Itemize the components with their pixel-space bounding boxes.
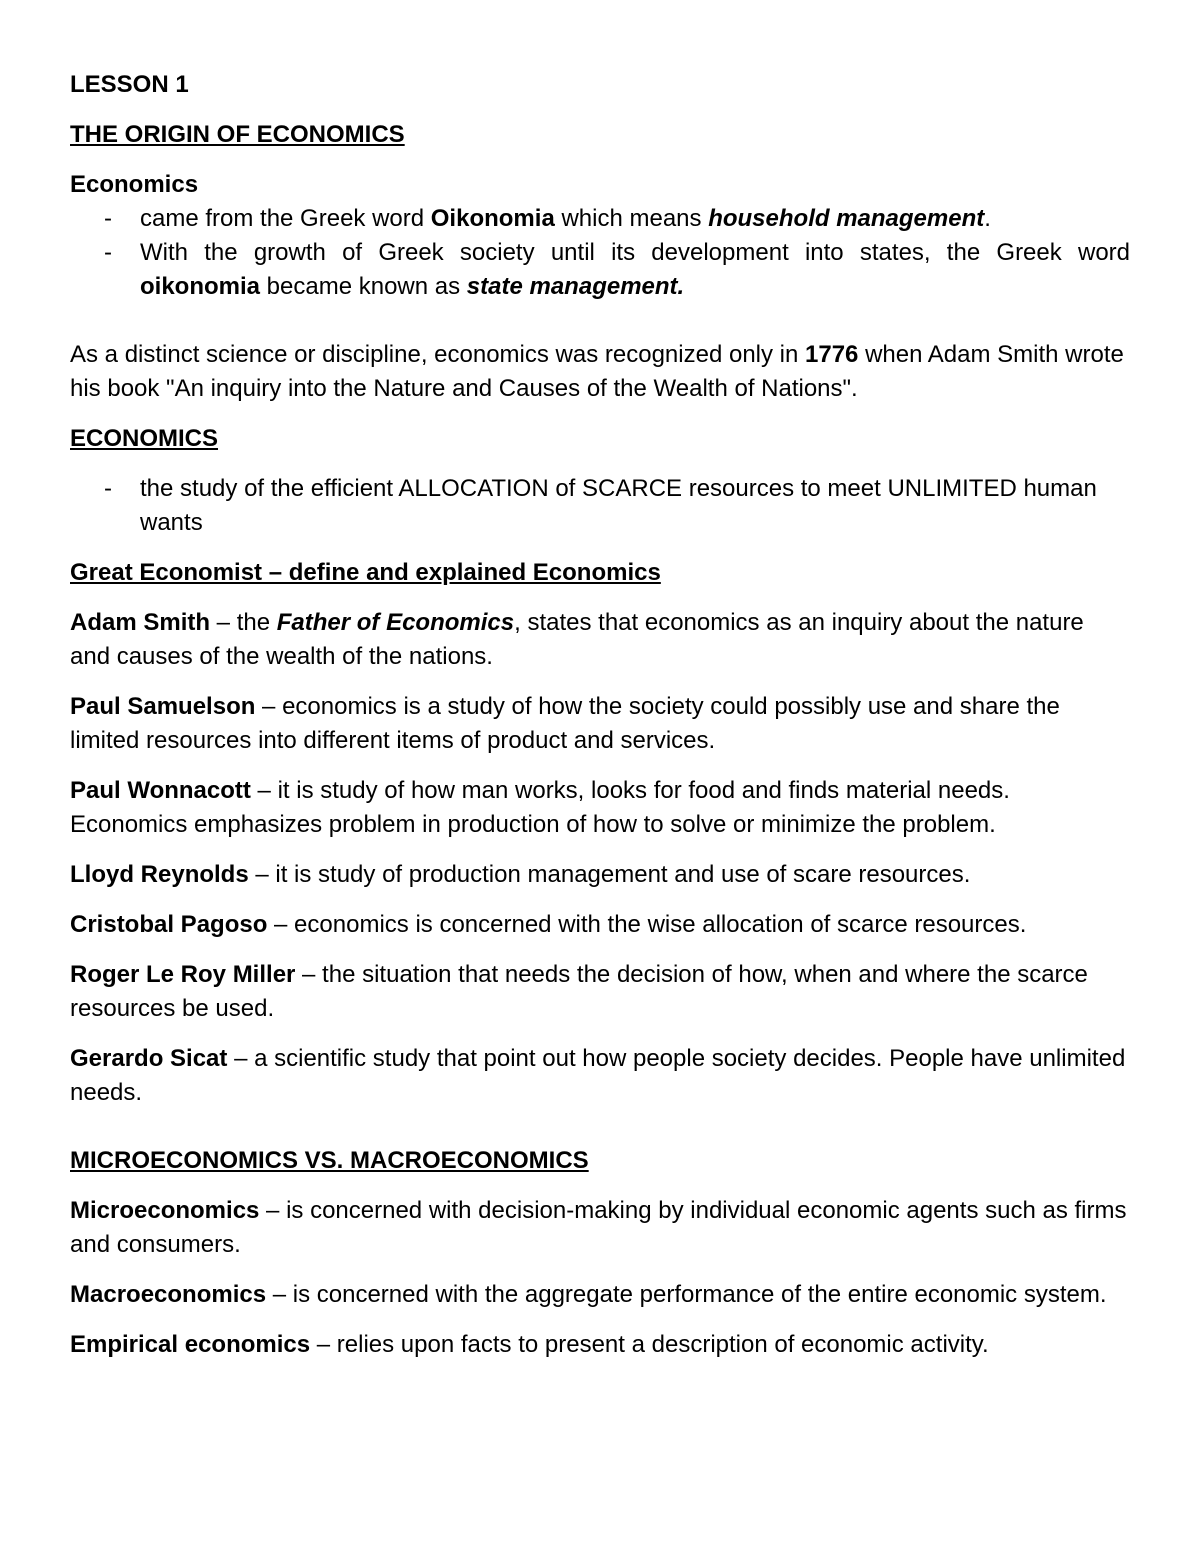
economist-entry: Adam Smith – the Father of Economics, states that economics as an inquiry about the nature and causes of the wealth of the nations. (70, 609, 1084, 670)
economist-name: Adam Smith (70, 609, 211, 636)
list-item: - the study of the efficient ALLOCATION of SCARCE resources to meet UNLIMITED human wants (70, 472, 1130, 540)
history-paragraph: As a distinct science or discipline, economics was recognized only in 1776 when Adam Smith wrote his book "An inquiry into the Nature and Causes of the Wealth of Nations". (70, 341, 1124, 402)
economist-entry: Gerardo Sicat – a scientific study that point out how people society decides. People have unlimited needs. (70, 1045, 1126, 1106)
dash-marker: - (104, 239, 112, 266)
lesson-label: LESSON 1 (70, 71, 189, 98)
term-meaning: household management (708, 205, 985, 232)
economics-heading: Economics (70, 171, 199, 198)
economist-entry: Roger Le Roy Miller – the situation that needs the decision of how, when and where the scarce resources be used. (70, 961, 1088, 1022)
economist-name: Cristobal Pagoso (70, 911, 268, 938)
economists-heading: Great Economist – define and explained Economics (70, 559, 661, 586)
page-title: THE ORIGIN OF ECONOMICS (70, 121, 405, 148)
term-name: Microeconomics (70, 1197, 260, 1224)
economist-name: Paul Wonnacott (70, 777, 251, 804)
economist-name: Lloyd Reynolds (70, 861, 249, 888)
epithet: Father of Economics (276, 609, 515, 636)
economist-name: Gerardo Sicat (70, 1045, 228, 1072)
definition-heading: ECONOMICS (70, 425, 219, 452)
term-entry: Microeconomics – is concerned with decision-making by individual economic agents such as firms and consumers. (70, 1197, 1127, 1258)
greek-term: oikonomia (140, 273, 261, 300)
economist-entry: Paul Samuelson – economics is a study of how the society could possibly use and share the limited resources into different items of product and services. (70, 693, 1060, 754)
economist-name: Roger Le Roy Miller (70, 961, 296, 988)
economist-entry: Cristobal Pagoso – economics is concerned with the wise allocation of scarce resources. (70, 911, 1027, 938)
list-item: - With the growth of Greek society until its development into states, the Greek word oikonomia became known as state management. (70, 236, 1130, 304)
term-name: Empirical economics (70, 1331, 311, 1358)
term-entry: Empirical economics – relies upon facts to present a description of economic activity. (70, 1331, 989, 1358)
list-item: - came from the Greek word Oikonomia which means household management. (70, 202, 1130, 236)
greek-term: Oikonomia (430, 205, 555, 232)
definition-list (70, 472, 1130, 540)
dash-marker: - (104, 205, 112, 232)
origin-list (70, 202, 1130, 304)
economist-entry: Lloyd Reynolds – it is study of production management and use of scare resources. (70, 861, 971, 888)
micro-macro-heading: MICROECONOMICS VS. MACROECONOMICS (70, 1147, 589, 1174)
term-meaning: state management. (466, 273, 685, 300)
economist-name: Paul Samuelson (70, 693, 256, 720)
term-name: Macroeconomics (70, 1281, 267, 1308)
term-entry: Macroeconomics – is concerned with the aggregate performance of the entire economic system. (70, 1281, 1107, 1308)
year: 1776 (805, 341, 859, 368)
dash-marker: - (104, 475, 112, 502)
economist-entry: Paul Wonnacott – it is study of how man works, looks for food and finds material needs. Economics emphasizes problem in production of how to solve or minimize the problem. (70, 777, 1010, 838)
